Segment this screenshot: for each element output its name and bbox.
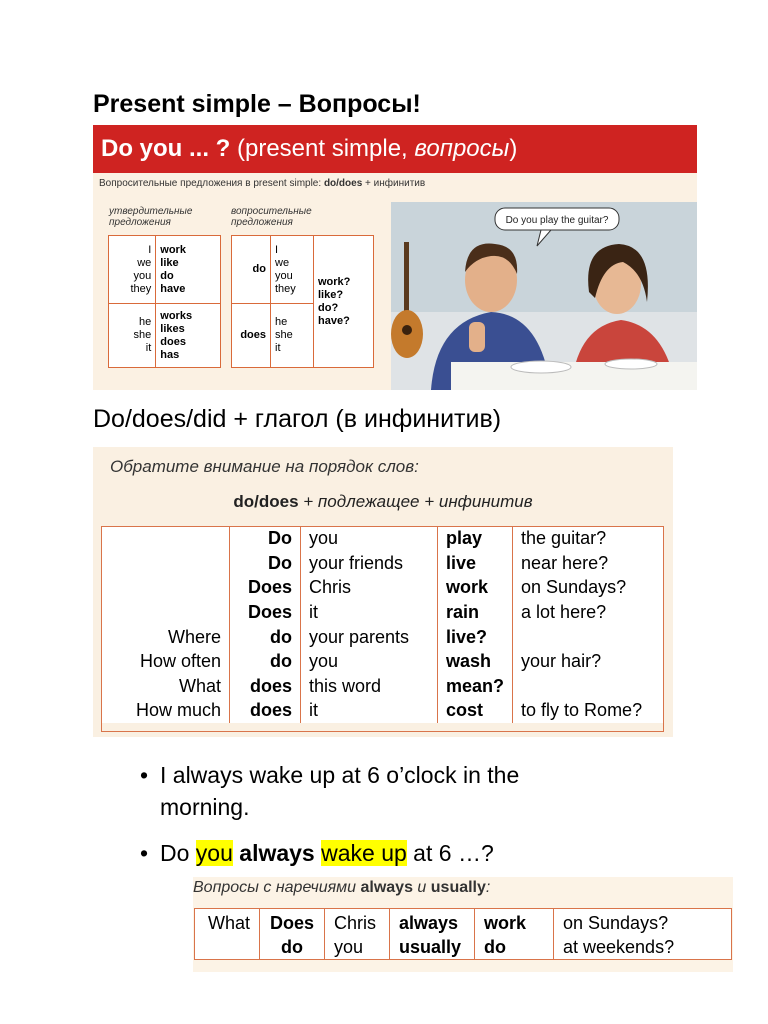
- subject-cell: it: [301, 698, 438, 723]
- cell-line: you: [334, 937, 364, 957]
- panel-header: [93, 125, 697, 173]
- question-word-cell: [101, 526, 230, 551]
- adverbs-panel: [193, 877, 733, 972]
- page-heading: Present simple – Вопросы!: [93, 90, 421, 118]
- pronoun: we: [137, 256, 152, 269]
- cell-line: Does: [269, 913, 314, 933]
- complement-cell: [513, 624, 664, 649]
- complement-cell: [554, 909, 732, 960]
- aux-verb: does: [240, 329, 266, 341]
- word-order-formula: [93, 492, 673, 512]
- verb-cell: wash: [438, 649, 513, 674]
- cell-line: do: [484, 937, 506, 957]
- question-word-cell: [101, 551, 230, 576]
- word-order-panel: [93, 447, 673, 737]
- bullet-dot: •: [140, 840, 149, 866]
- verb-cell: mean?: [438, 674, 513, 699]
- complement-cell: on Sundays?: [521, 577, 627, 598]
- complement-cell: a lot here?: [521, 602, 607, 623]
- complement-cell: to fly to Rome?: [521, 700, 643, 721]
- panel-subtitle: [99, 178, 425, 189]
- question-word-cell: How much: [101, 698, 230, 723]
- auxiliary-cell: Does: [230, 575, 301, 600]
- cell-line: always: [399, 913, 459, 933]
- bullet-item: [140, 759, 520, 823]
- cell-line: do: [281, 937, 303, 957]
- subject-cell: you: [301, 526, 438, 551]
- pronoun: I: [148, 243, 152, 256]
- auxiliary-cell: Does: [230, 600, 301, 625]
- verb-cell: live?: [438, 624, 513, 649]
- title-bold: always: [360, 879, 413, 896]
- verb: have: [160, 282, 186, 295]
- verb: like?: [318, 288, 344, 301]
- verb: do: [160, 269, 174, 282]
- plate: [605, 359, 657, 369]
- highlighted-word: you: [195, 840, 233, 866]
- auxiliary-cell: does: [230, 674, 301, 699]
- verb: do?: [318, 301, 339, 314]
- header-italic-text: вопросы: [414, 135, 510, 162]
- cell-line: What: [207, 913, 250, 933]
- pronoun: she: [275, 329, 293, 341]
- question-pronouns-cell: [271, 304, 314, 368]
- header-bold-text: Do you ... ?: [101, 135, 231, 162]
- speech-text: Do you play the guitar?: [505, 215, 609, 226]
- question-table: [231, 235, 374, 368]
- title-part: :: [485, 879, 491, 896]
- verb: likes: [160, 322, 185, 335]
- pronoun: you: [275, 269, 293, 282]
- verb: work?: [318, 275, 351, 288]
- pronoun: you: [133, 269, 152, 282]
- table-row: [101, 600, 664, 625]
- subject-cell: your friends: [301, 551, 438, 576]
- title-part: Вопросы с наречиями: [193, 879, 361, 896]
- header-text: (present simple,: [230, 135, 415, 162]
- pronoun: it: [275, 342, 281, 354]
- bullet-text: morning.: [160, 794, 250, 820]
- bullet-dot: •: [140, 762, 149, 788]
- header-close: ): [509, 135, 518, 162]
- table-row: [101, 698, 664, 723]
- verb-cell: play: [438, 526, 513, 551]
- pronoun: they: [275, 282, 296, 295]
- subject-cell: you: [301, 649, 438, 674]
- title-part: и: [412, 879, 431, 896]
- bullet-item: [140, 837, 494, 869]
- section-heading: Do/does/did + глагол (в инфинитив): [93, 405, 502, 433]
- complement-cell: your hair?: [521, 651, 602, 672]
- subject-cell: it: [301, 600, 438, 625]
- bullet-text: I always wake up at 6 o’clock in the: [160, 762, 520, 788]
- affirm-verbs-cell: [156, 236, 221, 304]
- table-row: [101, 624, 664, 649]
- cell-line: work: [484, 913, 527, 933]
- pronoun: they: [130, 282, 152, 295]
- question-word-cell: [101, 600, 230, 625]
- verb: does: [160, 335, 186, 348]
- table-row: [101, 551, 664, 576]
- table-row: [101, 526, 664, 551]
- question-pronouns-cell: [271, 236, 314, 304]
- adverb-cell: [390, 909, 475, 960]
- subject-cell: your parents: [301, 624, 438, 649]
- question-word-cell: How often: [101, 649, 230, 674]
- verb-cell: cost: [438, 698, 513, 723]
- subtitle-bold: do/does: [323, 178, 363, 189]
- formula-bold: do/does: [233, 492, 299, 511]
- aux-cell: [232, 236, 271, 304]
- question-word-cell: [101, 575, 230, 600]
- verb: have?: [318, 314, 350, 327]
- subject-cell: this word: [301, 674, 438, 699]
- table-row: [101, 674, 664, 699]
- pronoun: it: [145, 342, 152, 354]
- adverbs-table: [194, 908, 732, 960]
- highlighted-word: wake up: [321, 840, 407, 866]
- auxiliary-cell: do: [230, 649, 301, 674]
- aux-cell: [232, 304, 271, 368]
- pronoun: he: [139, 316, 152, 328]
- cell-line: at weekends?: [563, 937, 675, 957]
- wh-cell: [195, 909, 260, 960]
- subtitle-prefix: Вопросительные предложения в present simple:: [99, 178, 324, 189]
- complement-cell: the guitar?: [521, 528, 607, 549]
- affirm-caption: утвердительные предложения: [109, 206, 193, 228]
- aux-cell: [260, 909, 325, 960]
- verb-cell: live: [438, 551, 513, 576]
- table-row: [101, 575, 664, 600]
- complement-cell: near here?: [521, 552, 609, 573]
- subtitle-suffix: + инфинитив: [362, 178, 426, 189]
- table: [451, 362, 697, 390]
- complement-cell: [513, 674, 664, 699]
- word-order-table: [101, 526, 664, 723]
- auxiliary-cell: Do: [230, 526, 301, 551]
- formula-rest: + подлежащее + инфинитив: [298, 492, 533, 511]
- table-row: [101, 649, 664, 674]
- word-order-title: Обратите внимание на порядок слов:: [110, 457, 419, 476]
- bullet-text: Do: [160, 840, 196, 866]
- affirm-pronouns-cell: [109, 236, 156, 304]
- present-simple-panel: [93, 125, 697, 390]
- aux-verb: do: [252, 263, 266, 275]
- adverbs-title: [193, 879, 490, 897]
- auxiliary-cell: does: [230, 698, 301, 723]
- verb-cell: [475, 909, 554, 960]
- subject-cell: Chris: [301, 575, 438, 600]
- plate: [511, 361, 571, 373]
- subject-cell: [325, 909, 390, 960]
- verb: works: [160, 309, 193, 322]
- question-verbs-cell: [314, 236, 374, 368]
- bullet-text: at 6 …?: [406, 840, 494, 866]
- verb: work: [160, 243, 186, 256]
- affirm-verbs-cell: [156, 304, 221, 368]
- cell-line: usually: [399, 937, 462, 957]
- auxiliary-cell: do: [230, 624, 301, 649]
- cell-line: on Sundays?: [563, 913, 669, 933]
- affirm-pronouns-cell: [109, 304, 156, 368]
- pronoun: I: [275, 243, 279, 256]
- verb: has: [160, 348, 180, 361]
- dinner-illustration: [391, 202, 697, 390]
- affirm-table: [108, 235, 221, 368]
- cell-line: Chris: [334, 913, 377, 933]
- pronoun: we: [275, 256, 290, 269]
- title-bold: usually: [430, 879, 486, 896]
- auxiliary-cell: Do: [230, 551, 301, 576]
- question-caption: вопросительные предложения: [231, 206, 312, 228]
- pronoun: she: [133, 329, 152, 341]
- question-word-cell: Where: [101, 624, 230, 649]
- pronoun: he: [275, 316, 288, 328]
- verb-cell: work: [438, 575, 513, 600]
- verb: like: [160, 256, 179, 269]
- question-word-cell: What: [101, 674, 230, 699]
- bold-word: always: [239, 840, 315, 866]
- verb-cell: rain: [438, 600, 513, 625]
